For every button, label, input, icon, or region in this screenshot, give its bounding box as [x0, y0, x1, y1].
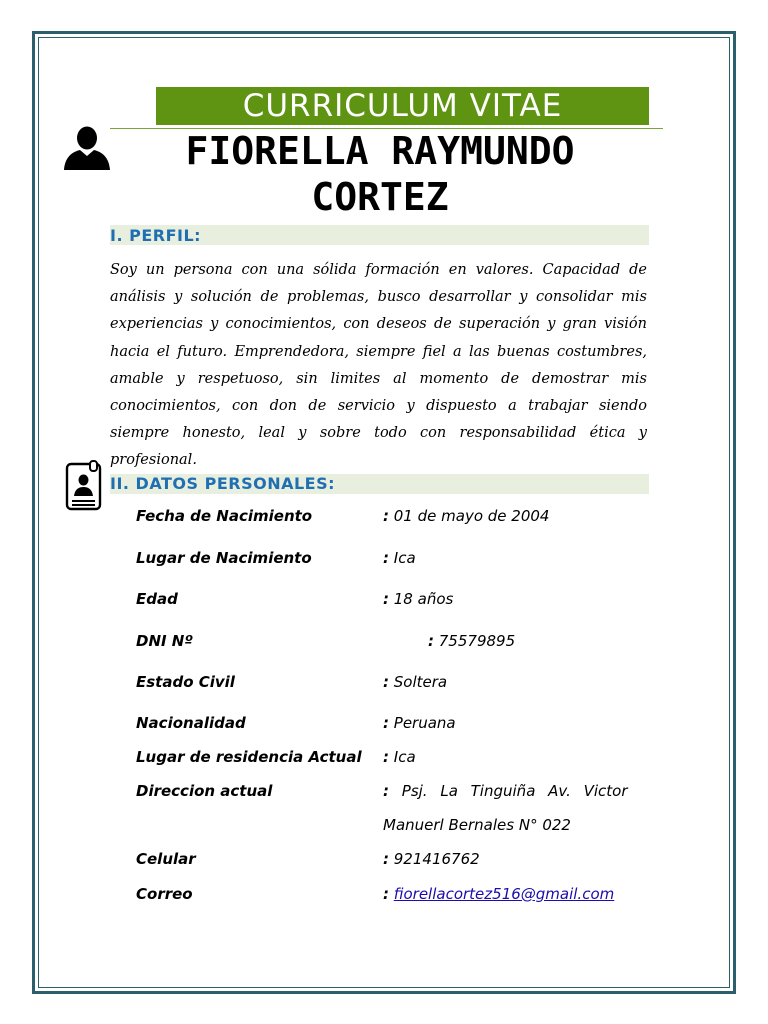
dni-value [428, 632, 515, 650]
id-badge-icon [64, 460, 104, 512]
candidate-name [110, 128, 650, 220]
profile-paragraph: Soy un persona con una sólida formación en valores. Capacidad de análisis y solución de problemas, busco desarrollar y consolidar mis experiencias y conocimientos, con deseos de superación y gran visión hacia el futuro. Emprendedora, siempre fiel a las buenas costumbres, amable y respetuoso, sin limites al momento de demostrar mis conocimientos, con don de servicio y dispuesto a trabajar siendo siempre honesto, leal y sobre todo con responsabilidad ética y profesional. [110, 262, 647, 469]
separator: : [383, 850, 389, 868]
lugar-label: Lugar de Nacimiento [136, 549, 312, 567]
separator: : [383, 549, 389, 567]
separator: : [428, 632, 434, 650]
separator: : [383, 673, 389, 691]
edad-label: Edad [136, 590, 178, 608]
direccion-text-1: Psj. La Tinguiña Av. Victor [389, 782, 628, 800]
estado-label: Estado Civil [136, 673, 235, 691]
estado-value [383, 673, 447, 691]
email-link[interactable]: fiorellacortez516@gmail.com [393, 885, 615, 903]
residencia-value [383, 748, 416, 766]
fecha-text: 01 de mayo de 2004 [389, 507, 550, 525]
perfil-section-title: I. PERFIL: [110, 226, 202, 245]
name-line-2: CORTEZ [311, 175, 449, 219]
name-line-1: FIORELLA RAYMUNDO [185, 129, 575, 173]
separator: : [383, 714, 389, 732]
edad-value [383, 590, 453, 608]
datos-section-title: II. DATOS PERSONALES: [110, 474, 336, 493]
separator: : [383, 748, 389, 766]
residencia-label: Lugar de residencia Actual [136, 748, 362, 766]
separator: : [383, 590, 389, 608]
separator: : [383, 507, 389, 525]
residencia-text: Ica [389, 748, 416, 766]
direccion-value-line-2: Manuerl Bernales N° 022 [383, 816, 571, 834]
celular-label: Celular [136, 850, 196, 868]
dni-text: 75579895 [434, 632, 516, 650]
celular-value [383, 850, 480, 868]
direccion-label: Direccion actual [136, 782, 273, 800]
nacionalidad-label: Nacionalidad [136, 714, 246, 732]
nacionalidad-value [383, 714, 456, 732]
correo-value [383, 885, 614, 903]
person-silhouette-icon [62, 126, 112, 172]
lugar-value [383, 549, 416, 567]
dni-label: DNI Nº [136, 632, 193, 650]
estado-text: Soltera [389, 673, 448, 691]
direccion-value-line-1 [383, 782, 648, 800]
nacionalidad-text: Peruana [389, 714, 456, 732]
separator: : [383, 885, 389, 903]
fecha-value [383, 507, 549, 525]
lugar-text: Ica [389, 549, 416, 567]
edad-text: 18 años [389, 590, 454, 608]
fecha-label: Fecha de Nacimiento [136, 507, 313, 525]
separator: : [383, 782, 389, 800]
correo-label: Correo [136, 885, 193, 903]
cv-title: CURRICULUM VITAE [156, 87, 649, 125]
celular-text: 921416762 [389, 850, 480, 868]
